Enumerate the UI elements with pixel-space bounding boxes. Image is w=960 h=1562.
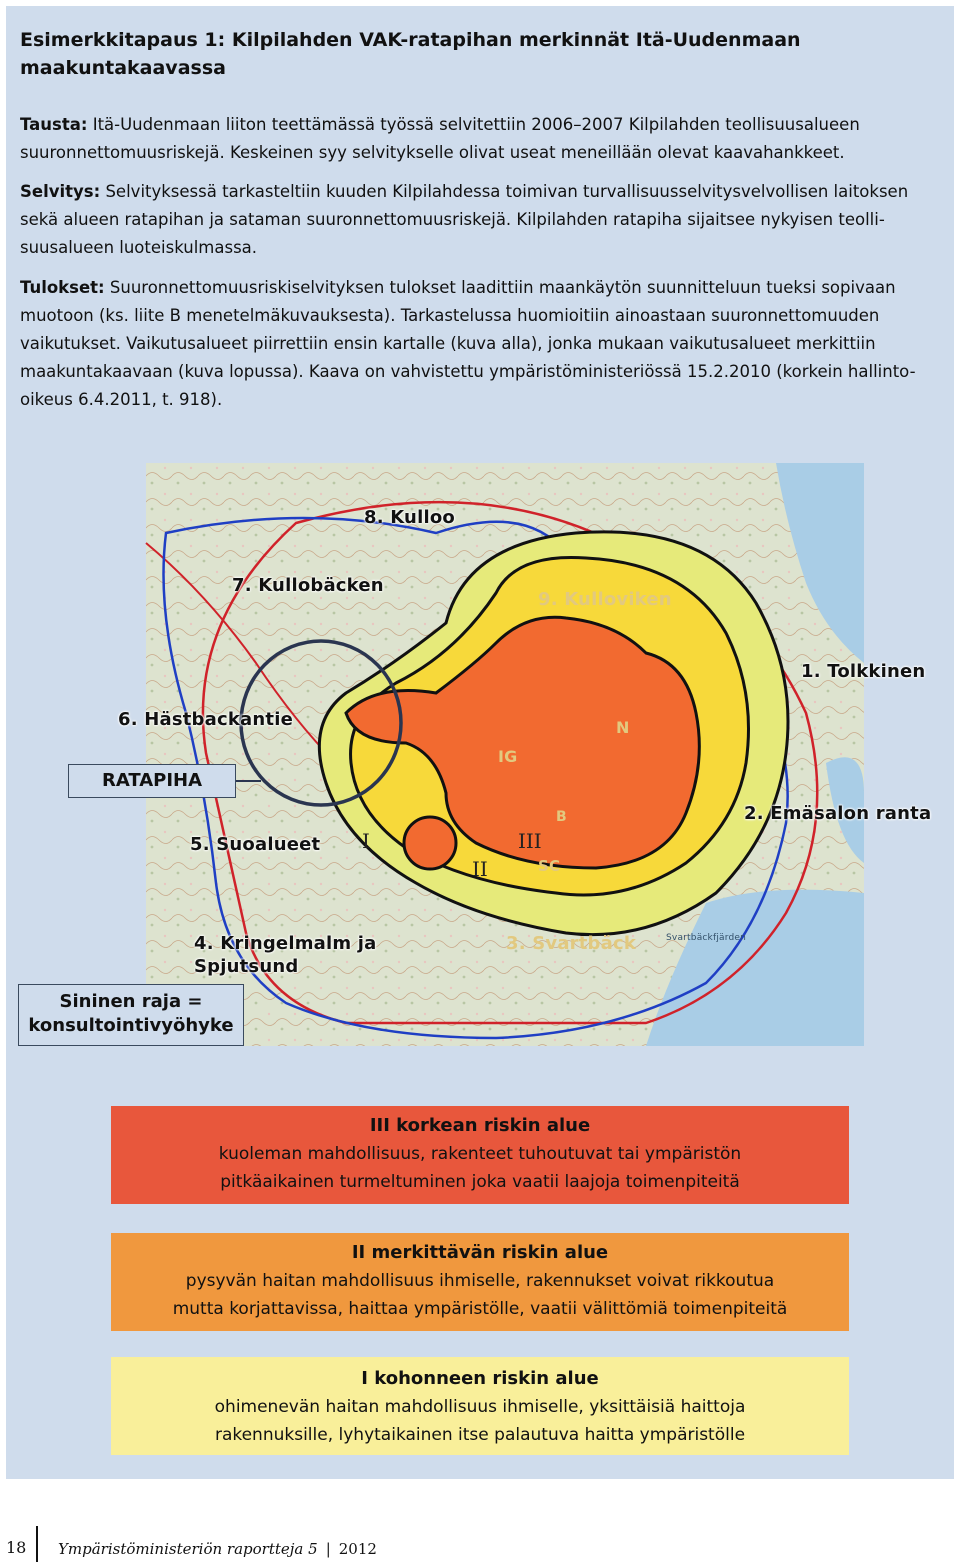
label-emasalon: 2. Emäsalon ranta <box>744 803 932 824</box>
risk-significant-line1: pysyvän haitan mahdollisuus ihmiselle, rakennukset voivat rikkoutua <box>185 1271 775 1291</box>
issue-number: 5 <box>308 1540 318 1558</box>
label-kulloo: 8. Kulloo <box>364 507 455 528</box>
ratapiha-label: RATAPIHA <box>101 770 203 791</box>
label-sc: SC <box>538 857 561 875</box>
label-kullobacken: 7. Kullobäcken <box>232 575 384 596</box>
risk-box-elevated <box>111 1357 849 1455</box>
risk-elevated-line2: rakennuksille, lyhytaikainen itse palautuva haitta ympäristölle <box>214 1425 746 1445</box>
label-kringel-line2: Spjutsund <box>194 956 299 977</box>
case-title-line1: Esimerkkitapaus 1: Kilpilahden VAK-ratapihan merkinnät Itä-Uudenmaan <box>20 29 801 51</box>
page-number: 18 <box>6 1538 27 1557</box>
label-b: B <box>556 809 567 825</box>
risk-elevated-heading: I kohonneen riskin alue <box>361 1368 599 1389</box>
label-svartback: 3. Svartbäck <box>506 933 637 954</box>
risk-significant-heading: II merkittävän riskin alue <box>351 1242 609 1263</box>
tulokset-paragraph <box>20 274 940 414</box>
publication-name: Ympäristöministeriön raportteja <box>58 1540 304 1558</box>
ratapiha-label-box <box>68 764 236 798</box>
tulokset-text-5: oikeus 6.4.2011, t. 918). <box>20 390 223 409</box>
label-kringel-line1: 4. Kringelmalm ja <box>194 933 377 954</box>
zone-label-ii: II <box>472 857 488 881</box>
selvitys-text-1: Selvityksessä tarkasteltiin kuuden Kilpilahdessa toimivan turvallisuusselvitysvelvollisen laitoksen <box>100 182 909 201</box>
label-tolkkinen: 1. Tolkkinen <box>801 661 926 682</box>
selvitys-text-2: sekä alueen ratapihan ja sataman suuronnettomuusriskejä. Kilpilahden ratapiha sijaitsee nykyisen teolli- <box>20 210 885 229</box>
risk-elevated-line1: ohimenevän haitan mahdollisuus ihmiselle, yksittäisiä haittoja <box>214 1397 746 1417</box>
tulokset-label: Tulokset: <box>20 278 105 297</box>
tausta-label: Tausta: <box>20 115 88 134</box>
label-suoalueet: 5. Suoalueet <box>190 834 321 855</box>
tulokset-text-2: muotoon (ks. liite B menetelmäkuvauksesta). Tarkastelussa huomioitiin ainoastaan suuronnettomuuden <box>20 306 880 325</box>
small-zone-circle <box>404 817 456 869</box>
label-hastbackantie: 6. Hästbackantie <box>118 709 293 730</box>
publication-info: Ympäristöministeriön raportteja 5 | 2012 <box>58 1540 377 1558</box>
tulokset-text-3: vaikutukset. Vaikutusalueet piirrettiin ensin kartalle (kuva alla), jonka mukaan vaikutusalueet merkittiin <box>20 334 876 353</box>
tausta-paragraph <box>20 111 940 167</box>
label-svartbackfjarden: Svartbäckfjärden <box>666 933 747 943</box>
risk-high-line1: kuoleman mahdollisuus, rakenteet tuhoutuvat tai ympäristön <box>218 1144 742 1164</box>
risk-box-high <box>111 1106 849 1204</box>
publication-year: 2012 <box>338 1540 377 1558</box>
case-title-line2: maakuntakaavassa <box>20 57 226 79</box>
label-kulloviken: 9. Kulloviken <box>538 589 672 610</box>
sininen-raja-box <box>18 984 244 1046</box>
footer-divider <box>36 1526 38 1562</box>
tausta-text-2: suuronnettomuusriskejä. Keskeinen syy selvitykselle olivat useat meneillään olevat kaavahankkeet. <box>20 143 845 162</box>
risk-significant-line2: mutta korjattavissa, haittaa ympäristölle, vaatii välittömiä toimenpiteitä <box>172 1299 788 1319</box>
zone-label-i: I <box>362 829 370 853</box>
risk-zone-map <box>146 463 926 1046</box>
label-ig: IG <box>498 747 518 766</box>
risk-box-significant <box>111 1233 849 1331</box>
sininen-raja-line2: konsultointivyöhyke <box>28 1015 234 1036</box>
zone-label-iii: III <box>518 829 542 853</box>
selvitys-paragraph <box>20 178 940 262</box>
risk-high-heading: III korkean riskin alue <box>369 1115 591 1136</box>
risk-high-line2: pitkäaikainen turmeltuminen joka vaatii laajoja toimenpiteitä <box>220 1172 740 1192</box>
tausta-text-1: Itä-Uudenmaan liiton teettämässä työssä selvitettiin 2006–2007 Kilpilahden teollisuusalueen <box>87 115 860 134</box>
label-n: N <box>616 718 630 737</box>
sininen-raja-line1: Sininen raja = <box>59 991 203 1012</box>
tulokset-text-4: maakuntakaavaan (kuva lopussa). Kaava on vahvistettu ympäristöministeriössä 15.2.2010 (korkein hallinto- <box>20 362 916 381</box>
selvitys-text-3: suusalueen luoteiskulmassa. <box>20 238 258 257</box>
selvitys-label: Selvitys: <box>20 182 101 201</box>
case-title <box>20 26 920 82</box>
tulokset-text-1: Suuronnettomuusriskiselvityksen tulokset laadittiin maankäytön suunnitteluun tueksi sopivaan <box>104 278 896 297</box>
